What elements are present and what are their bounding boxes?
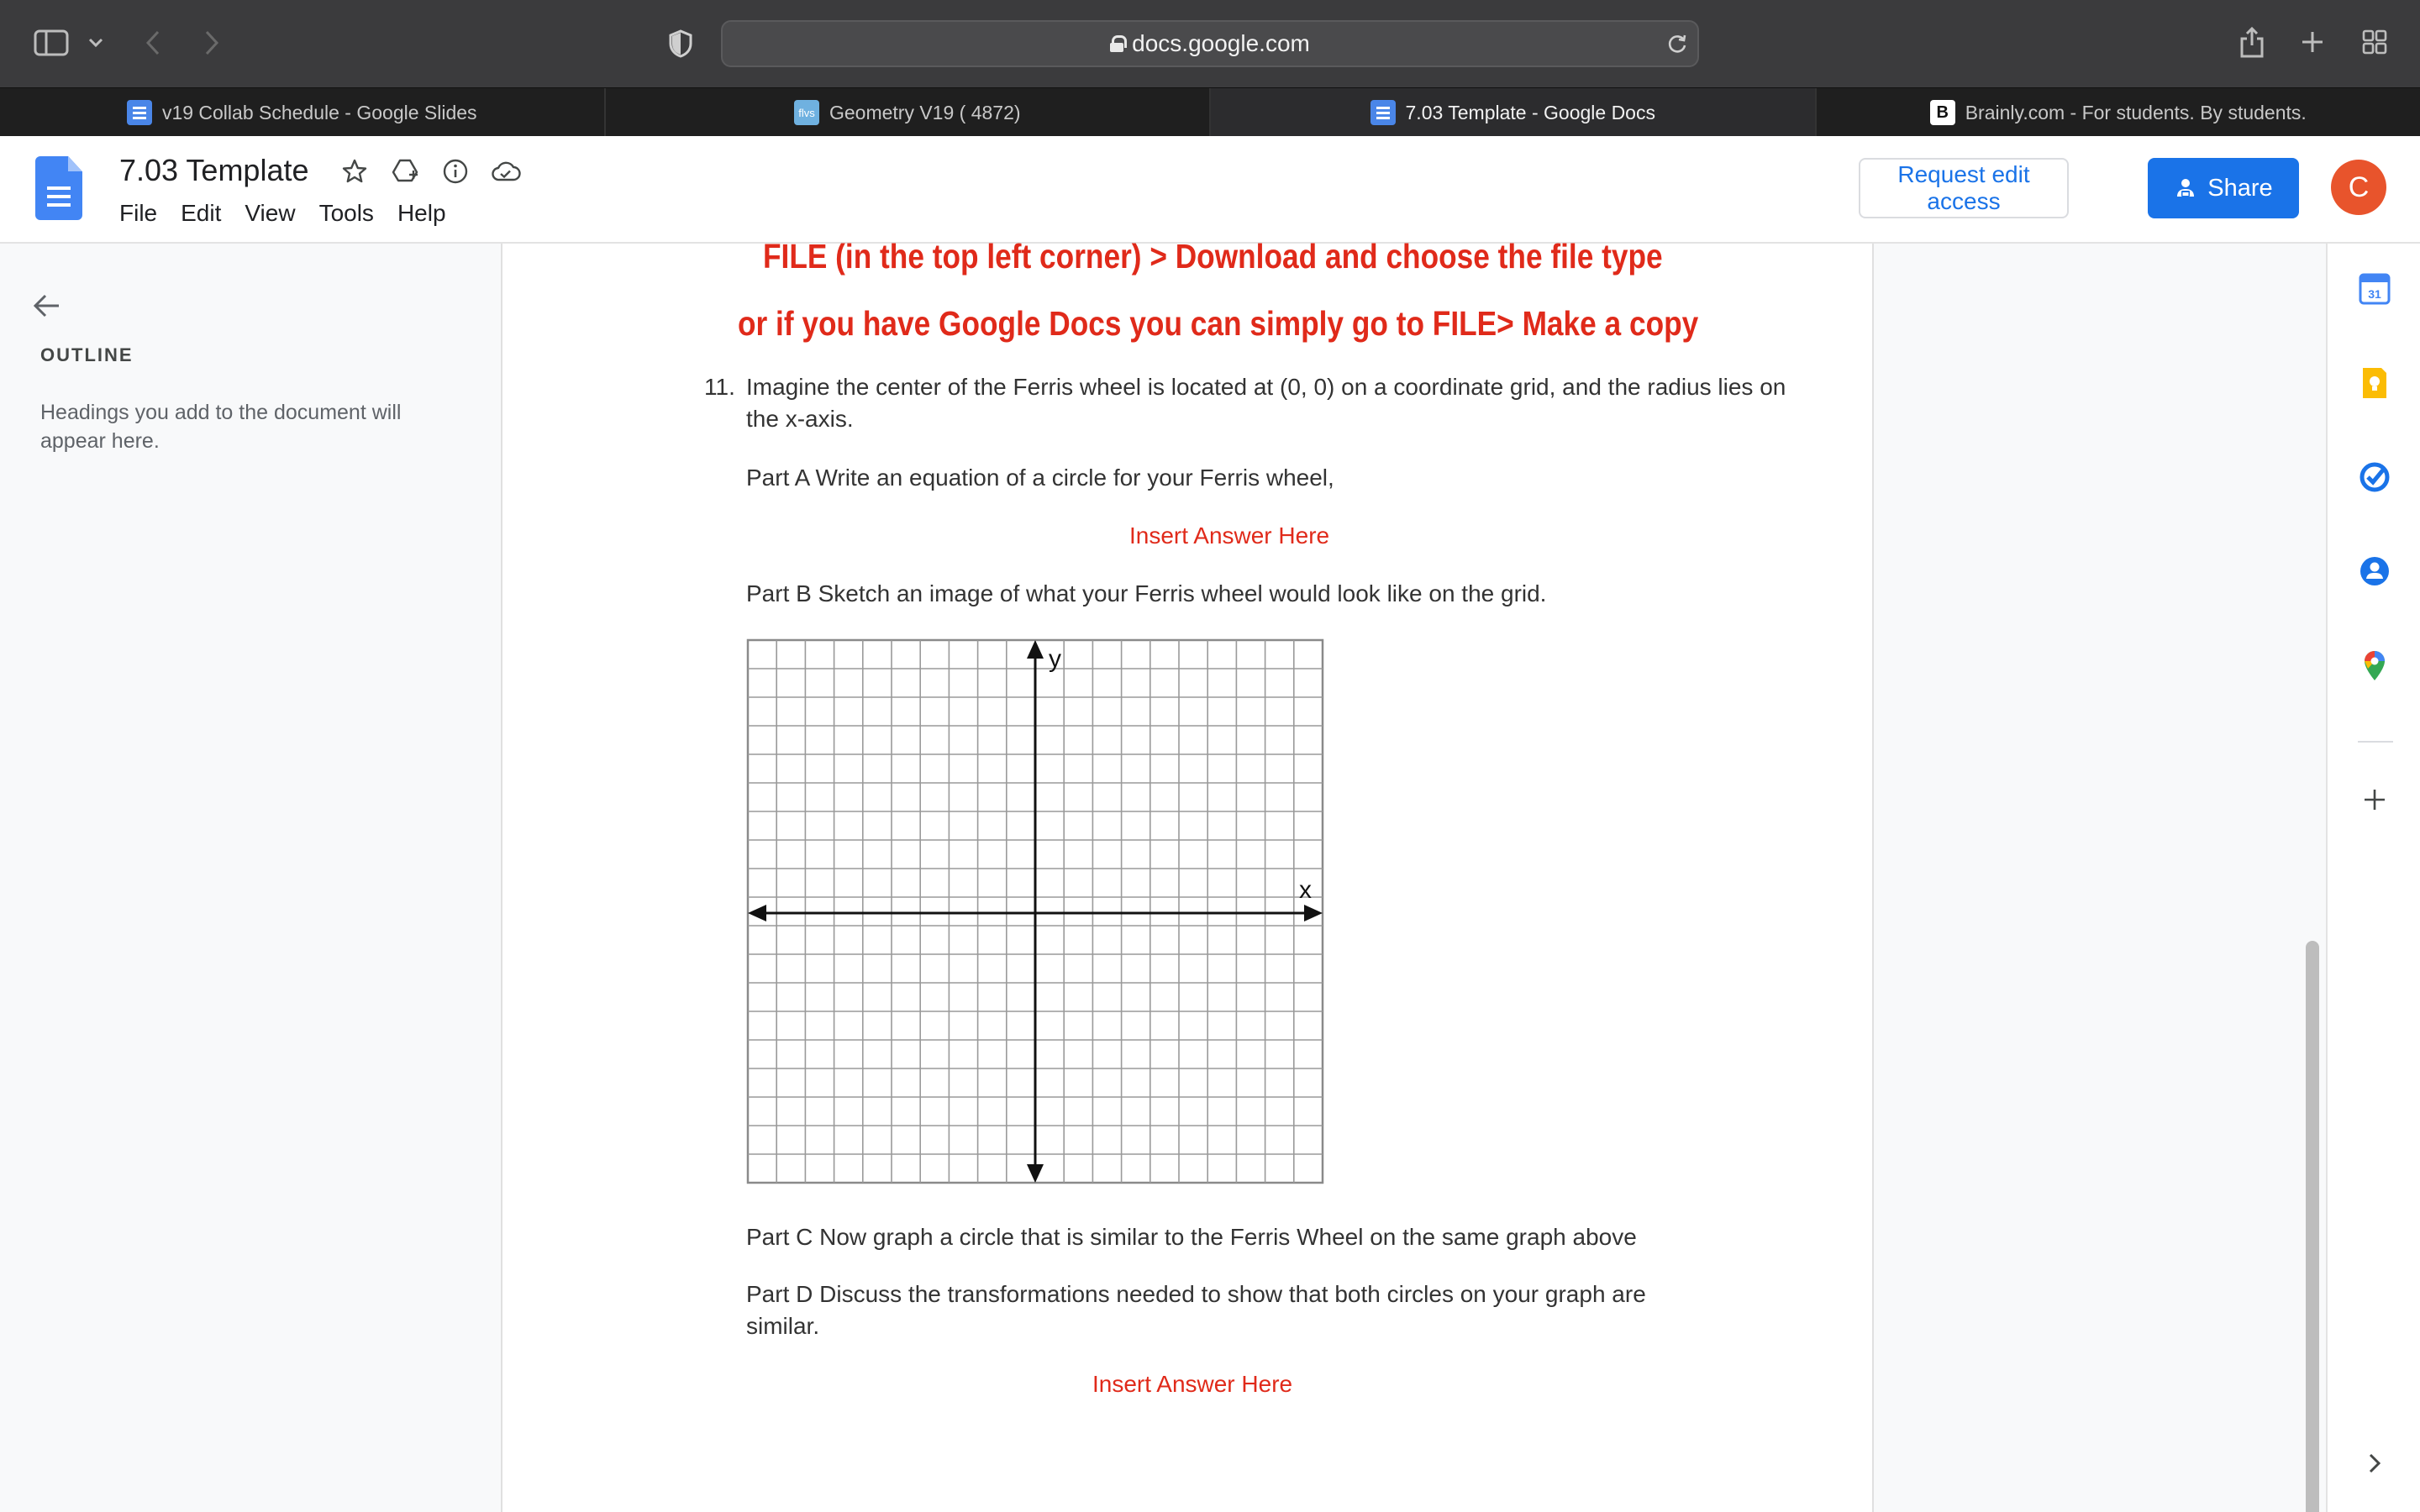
download-instruction: FILE (in the top left corner) > Download and choose the file type <box>763 237 1663 276</box>
arrow-back-icon[interactable] <box>32 292 62 323</box>
share-label: Share <box>2207 174 2273 202</box>
tab-collab-schedule[interactable] <box>0 88 606 137</box>
back-icon[interactable] <box>139 27 166 59</box>
info-icon[interactable] <box>439 155 472 188</box>
browser-toolbar <box>0 0 2420 87</box>
copy-instruction: or if you have Google Docs you can simply go to FILE> Make a copy <box>738 304 1699 343</box>
tab-label: 7.03 Template - Google Docs <box>1405 101 1655 123</box>
sidebar-toggle-icon[interactable] <box>32 27 71 59</box>
calendar-day: 31 <box>2368 287 2381 301</box>
chevron-down-icon[interactable] <box>84 32 108 54</box>
part-c-prompt: Part C Now graph a circle that is similar to the Ferris Wheel on the same graph above <box>746 1224 1637 1250</box>
tab-template-doc[interactable] <box>1211 88 1817 137</box>
brainly-icon: B <box>1930 100 1955 125</box>
part-b-prompt: Part B Sketch an image of what your Ferris wheel would look like on the grid. <box>746 580 1547 606</box>
tab-geometry[interactable] <box>606 88 1212 137</box>
x-axis-label: x <box>1299 876 1312 904</box>
reload-icon[interactable] <box>1664 30 1691 57</box>
google-docs-icon <box>1370 100 1396 125</box>
request-edit-access-button[interactable]: Request edit access <box>1859 158 2069 218</box>
menu-help[interactable]: Help <box>397 200 446 226</box>
tab-overview-icon[interactable] <box>2360 27 2390 57</box>
lock-icon <box>1110 35 1123 52</box>
contacts-icon[interactable] <box>2356 553 2393 590</box>
tab-strip <box>0 87 2420 136</box>
part-a-prompt: Part A Write an equation of a circle for your Ferris wheel, <box>746 465 1334 491</box>
document-canvas <box>501 237 2328 1512</box>
document-outline <box>0 244 501 1512</box>
keep-icon[interactable] <box>2356 365 2393 402</box>
menu-edit[interactable]: Edit <box>181 200 222 226</box>
flvs-icon: flvs <box>794 100 819 125</box>
side-panel <box>2326 244 2420 1512</box>
share-people-icon <box>2174 176 2197 200</box>
share-sheet-icon[interactable] <box>2237 22 2267 62</box>
answer-placeholder-d[interactable]: Insert Answer Here <box>1092 1371 1293 1397</box>
scrollbar-thumb[interactable] <box>2306 941 2319 1512</box>
google-docs-logo-icon[interactable] <box>35 156 82 220</box>
avatar[interactable]: C <box>2331 160 2386 215</box>
share-button[interactable] <box>2148 158 2299 218</box>
calendar-icon[interactable] <box>2356 270 2393 307</box>
tasks-icon[interactable] <box>2356 459 2393 496</box>
expand-icon[interactable] <box>2356 1445 2393 1482</box>
question-text: Imagine the center of the Ferris wheel is located at (0, 0) on a coordinate grid, and the radius lies on the x-axis. <box>746 374 1786 432</box>
maps-icon[interactable] <box>2356 647 2393 684</box>
side-panel-divider <box>2358 741 2393 743</box>
google-docs-icon <box>127 100 152 125</box>
move-to-drive-icon[interactable] <box>388 155 422 188</box>
privacy-shield-icon[interactable] <box>666 27 696 60</box>
star-icon[interactable] <box>338 155 371 188</box>
menu-view[interactable]: View <box>245 200 296 226</box>
address-bar[interactable] <box>721 20 1699 67</box>
coordinate-grid <box>746 638 1326 1188</box>
y-axis-label: y <box>1049 645 1061 673</box>
document-page[interactable] <box>501 237 1874 1512</box>
new-tab-icon[interactable] <box>2297 27 2328 57</box>
tab-label: Geometry V19 ( 4872) <box>829 101 1021 123</box>
menu-tools[interactable]: Tools <box>318 200 374 226</box>
outline-heading: OUTLINE <box>40 344 134 365</box>
docs-header <box>0 136 2420 244</box>
menu-bar <box>119 200 470 227</box>
document-title[interactable]: 7.03 Template <box>119 153 309 187</box>
vertical-scrollbar[interactable] <box>2302 244 2326 1512</box>
tab-brainly[interactable] <box>1817 88 2420 137</box>
part-d-prompt: Part D Discuss the transformations needed to show that both circles on your graph are similar. <box>746 1281 1646 1339</box>
question-number: 11. <box>704 374 735 400</box>
outline-hint: Headings you add to the document will appear here. <box>40 401 402 453</box>
answer-placeholder-a[interactable]: Insert Answer Here <box>1129 522 1330 549</box>
tab-label: Brainly.com - For students. By students. <box>1965 101 2307 123</box>
tab-label: v19 Collab Schedule - Google Slides <box>161 101 477 123</box>
url-text: docs.google.com <box>1132 30 1310 56</box>
add-icon[interactable] <box>2356 781 2393 818</box>
forward-icon[interactable] <box>198 27 225 59</box>
cloud-status-icon[interactable] <box>489 155 523 188</box>
menu-file[interactable]: File <box>119 200 158 226</box>
